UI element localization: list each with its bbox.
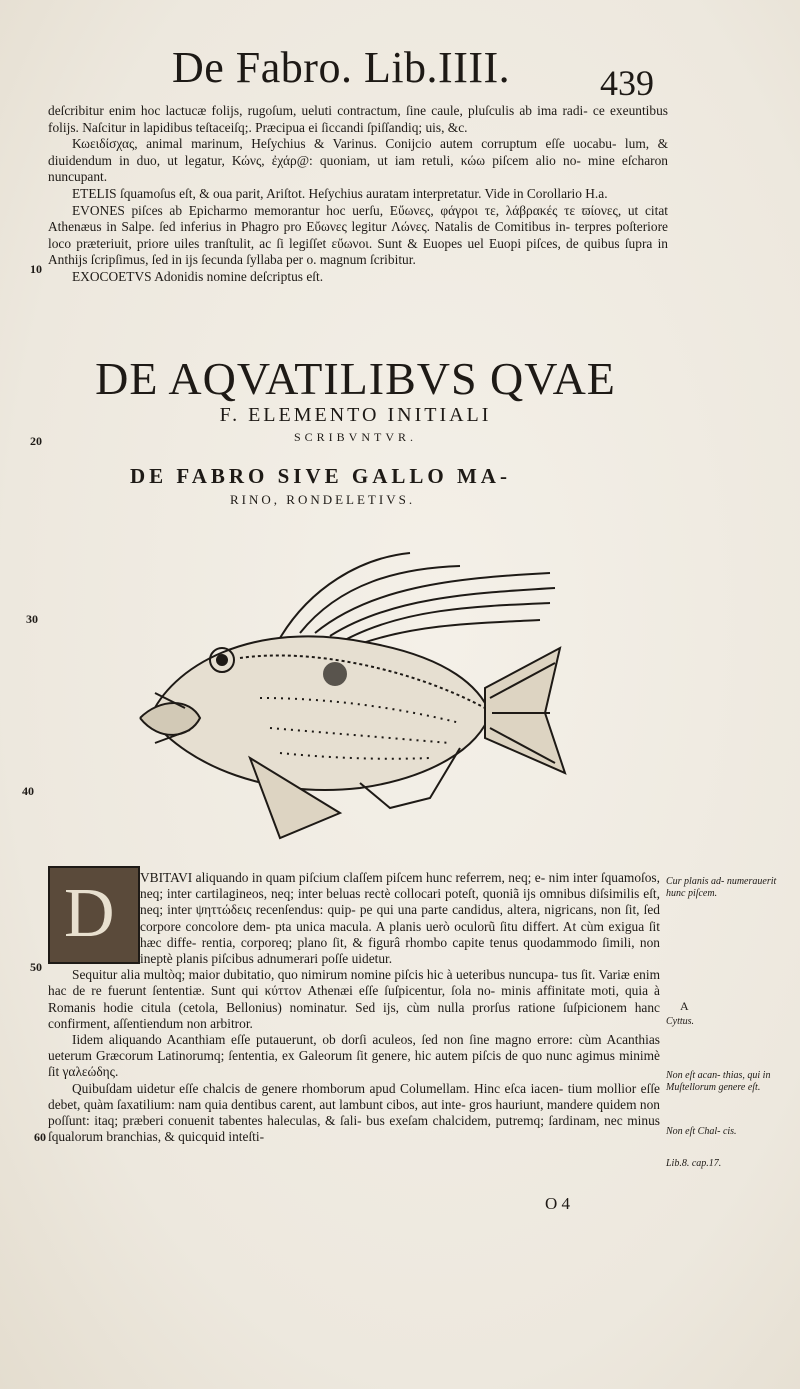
paragraph-quibusdam: Quibuſdam uidetur eſſe chalcis de genere rhomborum apud Columellam. Hinc eſca iacen- tium mollior eſſe debet, quàm ſaxatilium: nam quia dentibus carent, aut lambunt cibos, aut inte- gros hauriunt, mandere quidem non poſſunt: itaq; præberi conuenit tabentes haleculas, & ſali- bus exeſam chalcidem, putremq; ſardinam, nec minus ſqualorum branchias, & quicquid inteſti- [48,1080,660,1145]
paragraph-dubitavi: VBITAVI aliquando in quam piſcium claſſem piſcem hunc referrem, neq; e- nim inter ſquamoſos, neq; inter cartilagineos, neq; inter beluas rectè collocari poteſt, quoniã ijs omnibus diſsimilis eſt, neq; inter ψηττώδεις recenſendus: quip- pe qui una parte candidus, altera, nigricans, non ſit, ſed corpore concolore dem- pta unica macula. A planis uerò oculorũ ſitu differt. At cùm exigua ſit hæc diffe- rentia, corporeq; plano ſit, & figurâ rhombo capite tenus quodammodo ſimili, non ineptè planis piſcibus adnumerari poſſe uidetur. [140,870,660,967]
margin-note-planis: Cur planis ad- numerauerit hunc piſcem. [666,876,777,899]
chapter-title-line-2: RINO, RONDELETIVS. [230,492,416,507]
margin-letter-a: A [680,999,689,1013]
line-number-30: 30 [26,612,38,626]
paragraph-sequitur: Sequitur alia multòq; maior dubitatio, quo nimirum nomine piſcis hic à ueteribus nuncupa- tus ſit. Variæ enim hac de re fuerunt ſententiæ. Sunt qui κύττον Athenæi eſſe ſuſpicentur, ſola no- minis affinitate moti, quia à Romanis hodie citula (cetola, Bellonius) nominatur. Sed ijs, cùm nulla prorſus ratione ſuſpicionem hanc confirment, aſſentiendum non arbitror. [48,967,660,1031]
running-header: De Fabro. Lib.IIII. [172,43,511,92]
section-heading: DE AQVATILIBVS QVAE [95,353,616,404]
paragraph-iidem: Iidem aliquando Acanthiam eſſe putauerunt, ob dorſi aculeos, ſed non ſine magno errore: cùm Acanthias ueterum Græcorum Latinorumq; ſententia, ex Galeorum ſit genere, hic autem piſcis de quo nunc agimus minimè ſit γαλεώδης. [48,1032,660,1080]
paragraph-koreidischas: Κωειδίσχας, animal marinum, Heſychius & Varinus. Conijcio autem corruptum eſſe uocabu- lum, & diuidendum in duo, ut legatur, Κώνς, ἐχάρ@: quoniam, ut iam retuli, κώω piſcem alio no- mine eſcharon nuncupant. [48,136,668,185]
margin-note-cyttus: Cyttus. [666,1016,695,1027]
line-number-10: 10 [30,262,42,276]
paragraph-exocoetus: EXOCOETVS Adonidis nomine deſcriptus eſt. [72,268,324,284]
line-number-20: 20 [30,434,42,448]
initial-letter: D [64,875,115,952]
section-subheading-2: SCRIBVNTVR. [293,430,417,444]
paragraph-lactuca: deſcribitur enim hoc lactucæ folijs, rugoſum, ueluti contractum, ſine caule, pluſculis ab ima radi- ce exeuntibus folijs. Naſcitur in lapidibus teſtaceiſq;. Præcipua ei ſiccandi ſpiſſandiq; uis, &c. [48,103,668,135]
margin-note-reference: Lib.8. cap.17. [666,1158,722,1169]
paragraph-evones: EVONES piſces ab Epicharmo memorantur hoc uerſu, Εὔωνες, φάγροι τε, λάβρακές τε ϖίονες, ut citat Athenæus in Salpe. ſed inferius in Phagro pro Εὔωνες legitur Λώνες. Natalis de Comitibus in- terpres poſteriore loco præteriuit, priore uiles tranſtulit, ac ſi legiſſet εὔωνοι. Sunt & Euopes uel Euopi piſces, de quibus ſupra in Anthijs ſcripſimus, ſed in ijs ſecunda ſyllaba per o. magnum ſcribitur. [48,202,668,268]
line-number-50: 50 [30,960,42,974]
page-number: 439 [600,63,654,103]
signature-mark: O 4 [545,1194,571,1213]
chapter-title: DE FABRO SIVE GALLO MA- [130,464,511,488]
fish-woodcut-icon [130,548,570,848]
line-number-60: 60 [34,1130,46,1144]
margin-note-acanthias: Non eſt acan- thias, qui in Muſtellorum genere eſt. [666,1070,771,1093]
main-text-block [48,870,660,1145]
margin-note-chalcis: Non eſt Chal- cis. [666,1126,737,1137]
paragraph-etelis: ETELIS ſquamoſus eſt, & oua parit, Ariſtot. Heſychius auratam interpretatur. Vide in Corollario H.a. [72,185,608,201]
section-subheading: F. ELEMENTO INITIALI [219,404,492,426]
top-text-block [48,103,668,286]
line-number-40: 40 [22,784,34,798]
